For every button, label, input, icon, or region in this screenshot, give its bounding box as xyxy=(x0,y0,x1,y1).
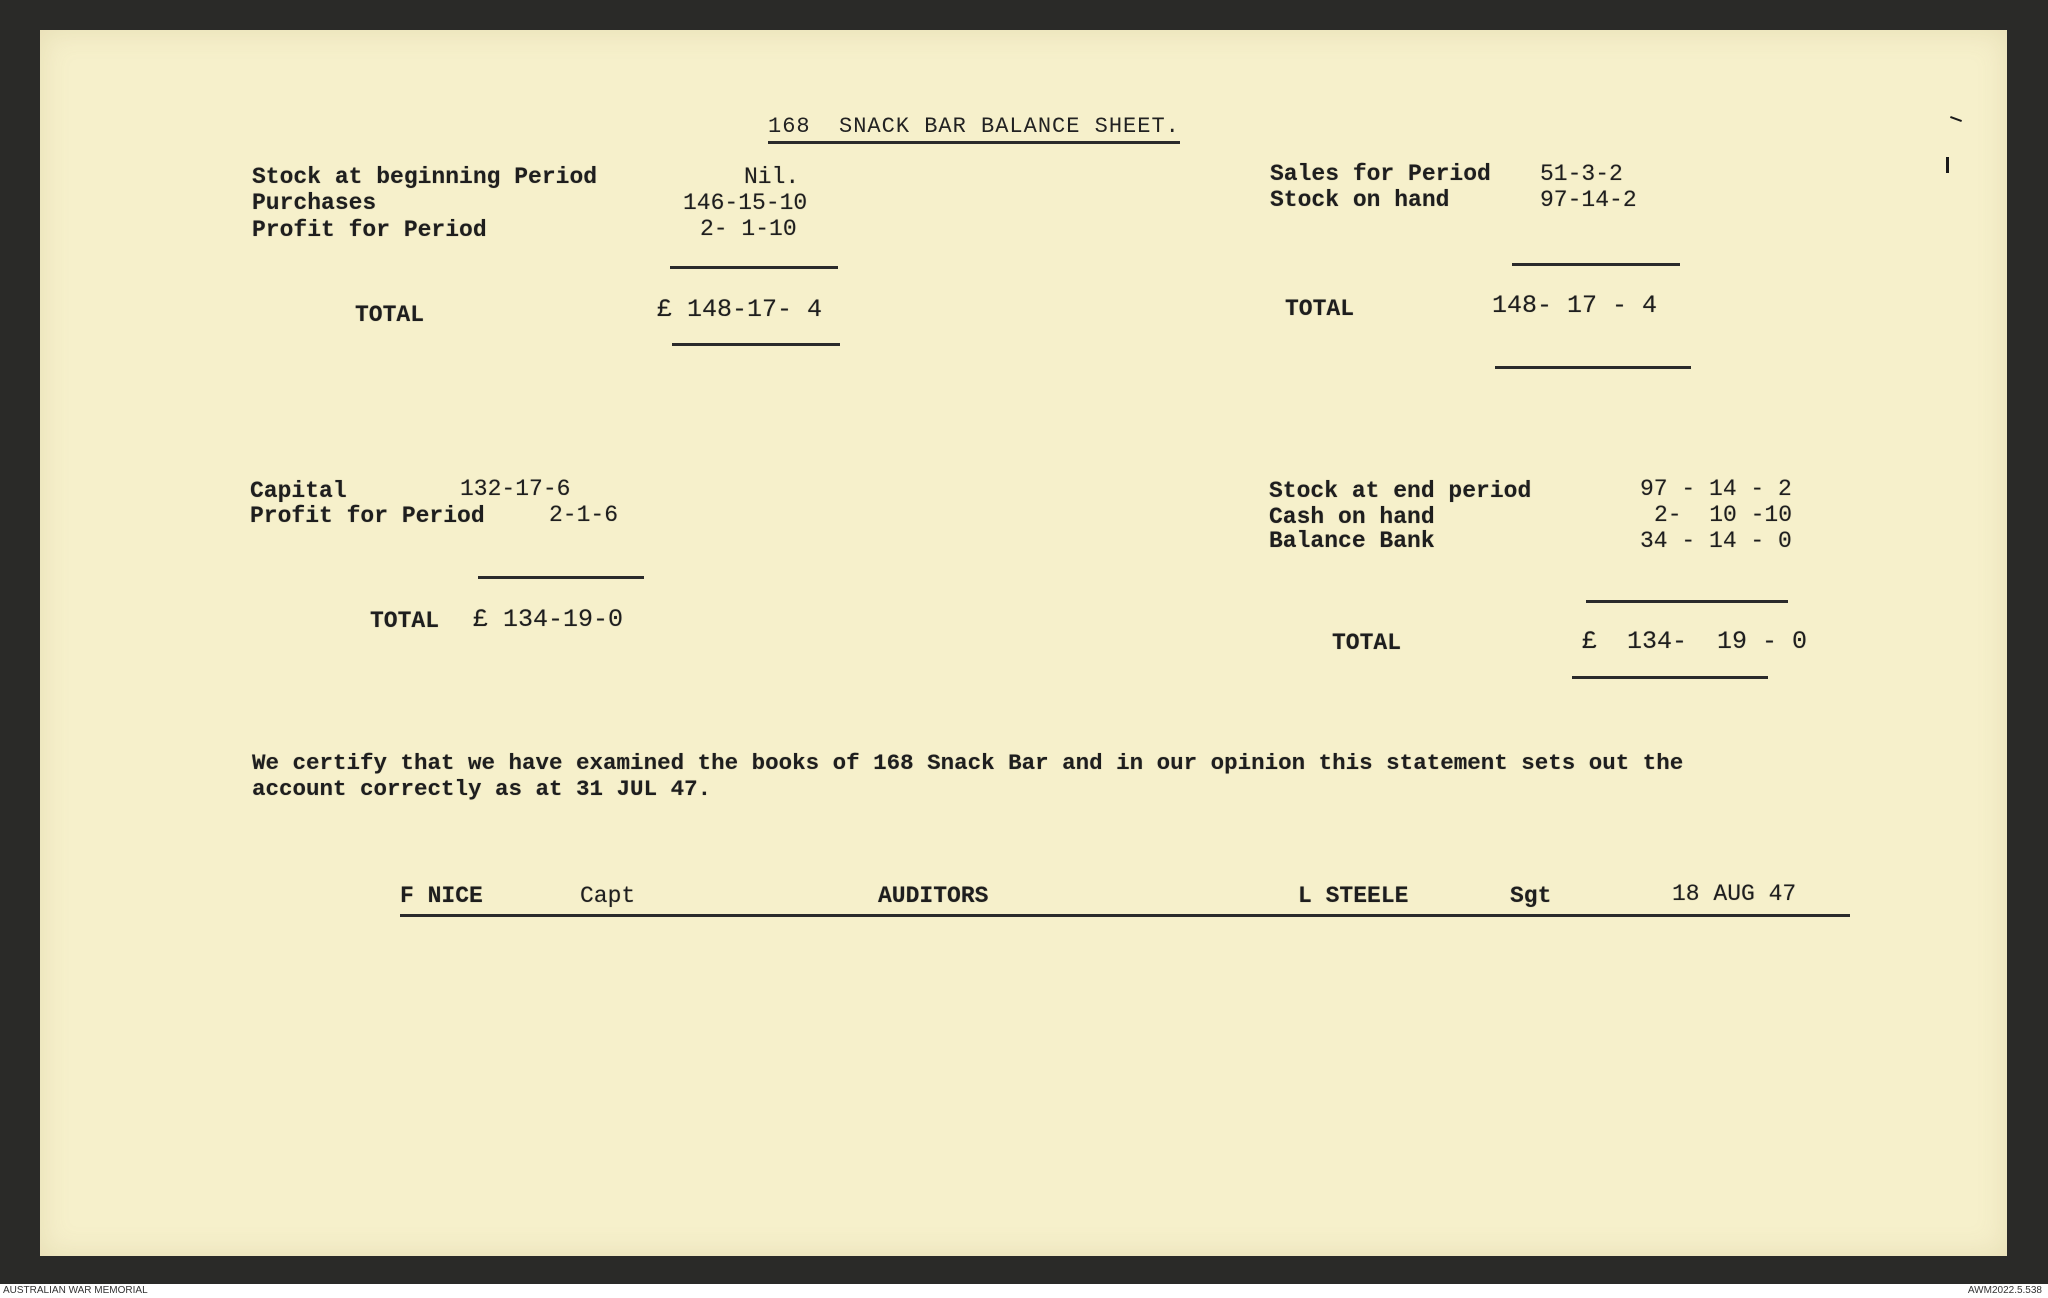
balance-right-total-label: TOTAL xyxy=(1332,630,1402,656)
caption-right: AWM2022.5.538 xyxy=(1967,1285,2042,1296)
balance-right-value-3: 34 - 14 - 0 xyxy=(1640,528,1792,554)
trading-left-value-2: 146-15-10 xyxy=(683,190,808,216)
trading-right-label-2: Stock on hand xyxy=(1270,187,1450,213)
balance-left-label-1: Capital xyxy=(250,478,347,504)
trading-right-total-rule xyxy=(1495,366,1691,369)
trading-right-total-value: 148- 17 - 4 xyxy=(1492,291,1658,320)
trading-right-value-1: 51-3-2 xyxy=(1540,161,1623,187)
balance-left-subtotal-rule xyxy=(478,576,644,579)
balance-right-label-2: Cash on hand xyxy=(1269,504,1435,530)
balance-right-value-1: 97 - 14 - 2 xyxy=(1640,476,1792,502)
trading-left-value-3: 2- 1-10 xyxy=(700,216,797,242)
balance-left-label-2: Profit for Period xyxy=(250,503,485,529)
caption-left: AUSTRALIAN WAR MEMORIAL xyxy=(3,1285,148,1296)
balance-left-value-2: 2-1-6 xyxy=(549,502,619,528)
auditor1-rank: Capt xyxy=(580,883,636,909)
balance-right-label-3: Balance Bank xyxy=(1269,528,1435,554)
balance-left-total-value: £ 134-19-0 xyxy=(473,605,624,634)
auditor2-rank: Sgt xyxy=(1510,883,1552,909)
trading-left-subtotal-rule xyxy=(670,266,838,269)
trading-right-subtotal-rule xyxy=(1512,263,1680,266)
certification-line-2: account correctly as at 31 JUL 47. xyxy=(252,776,712,802)
signature-date: 18 AUG 47 xyxy=(1672,881,1797,907)
title-text: 168 SNACK BAR BALANCE SHEET. xyxy=(768,114,1180,144)
balance-right-total-value: £ 134- 19 - 0 xyxy=(1582,627,1808,656)
balance-left-total-label: TOTAL xyxy=(370,608,440,634)
trading-left-label-1: Stock at beginning Period xyxy=(252,164,598,190)
trading-left-total-label: TOTAL xyxy=(355,302,425,328)
balance-right-label-1: Stock at end period xyxy=(1269,478,1532,504)
document-page xyxy=(40,30,2007,1256)
caption-strip xyxy=(0,1284,2048,1298)
trading-left-label-3: Profit for Period xyxy=(252,217,487,243)
trading-left-label-2: Purchases xyxy=(252,190,377,216)
ink-mark xyxy=(1950,116,1962,122)
trading-left-total-value: £ 148-17- 4 xyxy=(657,295,823,324)
trading-right-value-2: 97-14-2 xyxy=(1540,187,1637,213)
balance-right-subtotal-rule xyxy=(1586,600,1788,603)
document-title xyxy=(768,114,1180,139)
auditor1-name: F NICE xyxy=(400,883,483,909)
certification-line-1: We certify that we have examined the books of 168 Snack Bar and in our opinion this statement sets out the xyxy=(252,750,1684,776)
trading-left-value-1: Nil. xyxy=(744,164,800,190)
trading-right-label-1: Sales for Period xyxy=(1270,161,1491,187)
ink-mark xyxy=(1946,157,1949,173)
auditors-heading: AUDITORS xyxy=(878,883,989,909)
trading-left-total-rule xyxy=(672,343,840,346)
auditor2-name: L STEELE xyxy=(1298,883,1409,909)
trading-right-total-label: TOTAL xyxy=(1285,296,1355,322)
balance-left-value-1: 132-17-6 xyxy=(460,476,571,502)
balance-right-value-2: 2- 10 -10 xyxy=(1654,502,1793,528)
balance-right-total-rule xyxy=(1572,676,1768,679)
